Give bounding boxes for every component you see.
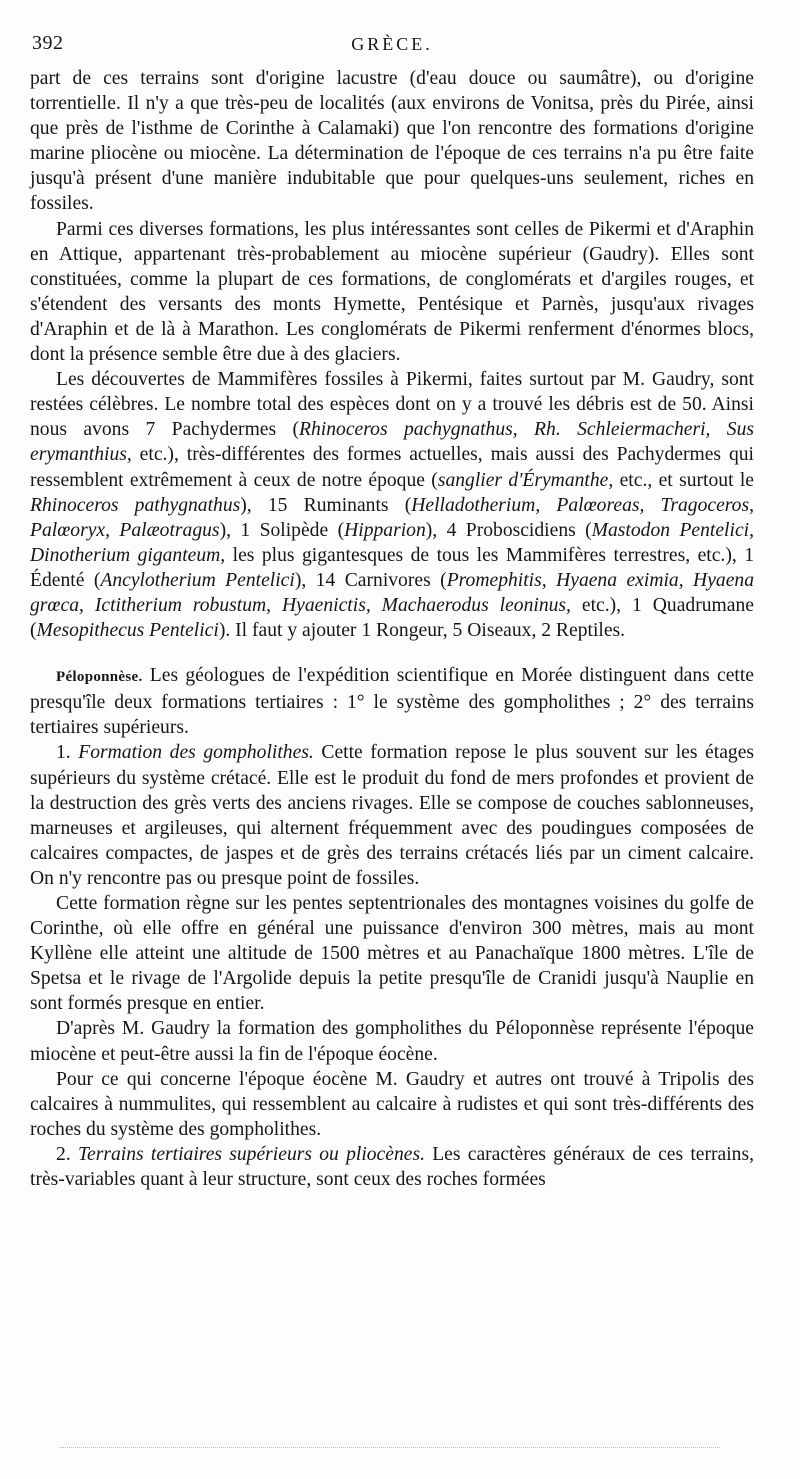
page-header xyxy=(30,30,754,66)
italic-text: Mesopithecus Pentelici xyxy=(36,620,219,642)
italic-text: Promephitis, Hyaena eximia, Hyaena grœca, Ictitherium robustum, Hyaenictis, Machaerodus leoninus, xyxy=(30,569,754,616)
text-run: ). Il faut y ajouter 1 Rongeur, 5 Oiseaux, 2 Reptiles. xyxy=(218,620,626,642)
paragraph-p3 xyxy=(30,367,754,643)
paragraph-p2 xyxy=(30,217,754,368)
book-page xyxy=(30,30,754,1192)
text-run: Cette formation règne sur les pentes septentrionales des montagnes voisines du golfe de Corinthe, où elle offre en général une puissance d'environ 300 mètres, mais au mont Kyllène elle atteint une altitude de 1500 mètres et au Panachaïque 1800 mètres. L'île de Spetsa et le rivage de l'Argolide depuis la petite presqu'île de Cranidi jusqu'à Nauplie en sont formés presque en entier. xyxy=(30,893,754,1015)
running-head: GRÈCE. xyxy=(351,34,433,54)
text-run: 2. xyxy=(56,1143,78,1165)
italic-text: Mastodon Pentelici, Dinotherium giganteum, xyxy=(30,519,754,566)
text-run: Les géologues de l'expédition scientifique en Morée distinguent dans cette presqu'île deux formations tertiaires : 1° le système des gompholithes ; 2° des terrains tertiaires supérieurs. xyxy=(30,665,754,739)
paragraph-p1 xyxy=(30,66,754,217)
italic-text: Hipparion xyxy=(344,519,426,541)
text-run: Cette formation repose le plus souvent sur les étages supérieurs du système crétacé. Elle est le produit du fond de mers profondes et provient de la destruction des grès verts des anciens rivages. Elle se compose de couches sablonneuses, marneuses et argileuses, qui alternent fréquemment avec des poudingues composées de calcaires compactes, de jaspes et de grès des terrains crétacés liés par un ciment calcaire. On n'y rencontre pas ou presque point de fossiles. xyxy=(30,742,755,889)
italic-text: Rhinoceros pachygnathus, Rh. Schleiermacheri, Sus erymanthius, xyxy=(30,419,755,466)
text-run: 1. xyxy=(56,742,79,764)
text-run: etc.), très-différentes des formes actuelles, mais aussi des Pachydermes qui ressemblent extrêmement à ceux de notre époque ( xyxy=(30,444,754,491)
text-run: Les caractères généraux de ces terrains, très-variables quant à leur structure, sont ceux des roches formées xyxy=(30,1143,754,1191)
text-run: Parmi ces diverses formations, les plus intéressantes sont celles de Pikermi et d'Araphin en Attique, appartenant très-probablement au miocène supérieur (Gaudry). Elles sont constituées, comme la plupart de ces formations, de conglomérats et d'argiles rouges, et s'étendent des versants des monts Hymette, Pentésique et Parnès, jusqu'aux rivages d'Araphin et de là à Marathon. Les conglomérats de Pikermi renferment d'énormes blocs, dont la présence semble être due à des glaciers. xyxy=(30,218,754,366)
italic-text: Formation des gompholithes. xyxy=(78,742,314,764)
paragraph-p6 xyxy=(30,891,754,1016)
text-run: les plus gigantesques de tous les Mammifères terrestres, etc.), 1 Édenté ( xyxy=(30,544,754,591)
text-run: ), 1 Solipède ( xyxy=(219,519,345,541)
paragraph-p8 xyxy=(30,1067,754,1142)
text-run: part de ces terrains sont d'origine lacustre (d'eau douce ou saumâtre), ou d'origine torrentielle. Il n'y a que très-peu de localités (aux environs de Vonitsa, près du Pirée, ainsi que près de l'isthme de Corinthe à Calamaki) que l'on rencontre des formations d'origine marine pliocène ou miocène. La détermination de l'époque de ces terrains n'a pu être faite jusqu'à présent d'une manière indubitable que pour quelques-uns seulement, riches en fossiles. xyxy=(30,68,754,215)
page-number: 392 xyxy=(32,32,64,54)
bottom-dotted-rule xyxy=(60,1447,720,1448)
text-run: ), 4 Proboscidiens ( xyxy=(425,519,592,541)
paragraph-p4 xyxy=(30,663,754,740)
text-run: Les découvertes de Mammifères fossiles à Pikermi, faites surtout par M. Gaudry, sont restées célèbres. Le nombre total des espèces dont on y a trouvé les débris est de 50. Ainsi nous avons 7 Pachydermes ( xyxy=(30,369,754,441)
text-run: ), 15 Ruminants ( xyxy=(240,494,412,516)
text-run: Pour ce qui concerne l'époque éocène M. Gaudry et autres ont trouvé à Tripolis des calcaires à nummulites, qui ressemblent au calcaire à rudistes et qui sont très-différents des roches du système des gompholithes. xyxy=(30,1068,754,1140)
italic-text: Helladotherium, Palœoreas, Tragoceros, Palœoryx, Palæotragus xyxy=(30,494,754,541)
text-run: etc., et surtout le xyxy=(613,469,754,491)
section-heading: Péloponnèse. xyxy=(56,669,143,686)
italic-text: Terrains tertiaires supérieurs ou pliocènes. xyxy=(77,1143,425,1165)
body-text xyxy=(30,66,754,1192)
text-run: D'après M. Gaudry la formation des gompholithes du Péloponnèse représente l'époque miocène et peut-être aussi la fin de l'époque éocène. xyxy=(30,1018,754,1065)
paragraph-p9 xyxy=(30,1142,754,1192)
paragraph-p5 xyxy=(30,740,754,891)
paragraph-p7 xyxy=(30,1016,754,1066)
italic-text: sanglier d'Érymanthe, xyxy=(437,469,614,491)
italic-text: Ancylotherium Pentelici xyxy=(100,569,295,591)
text-run: etc.), 1 Quadrumane ( xyxy=(30,594,754,642)
text-run: ), 14 Carnivores ( xyxy=(294,569,447,591)
italic-text: Rhinoceros pathygnathus xyxy=(30,494,241,516)
